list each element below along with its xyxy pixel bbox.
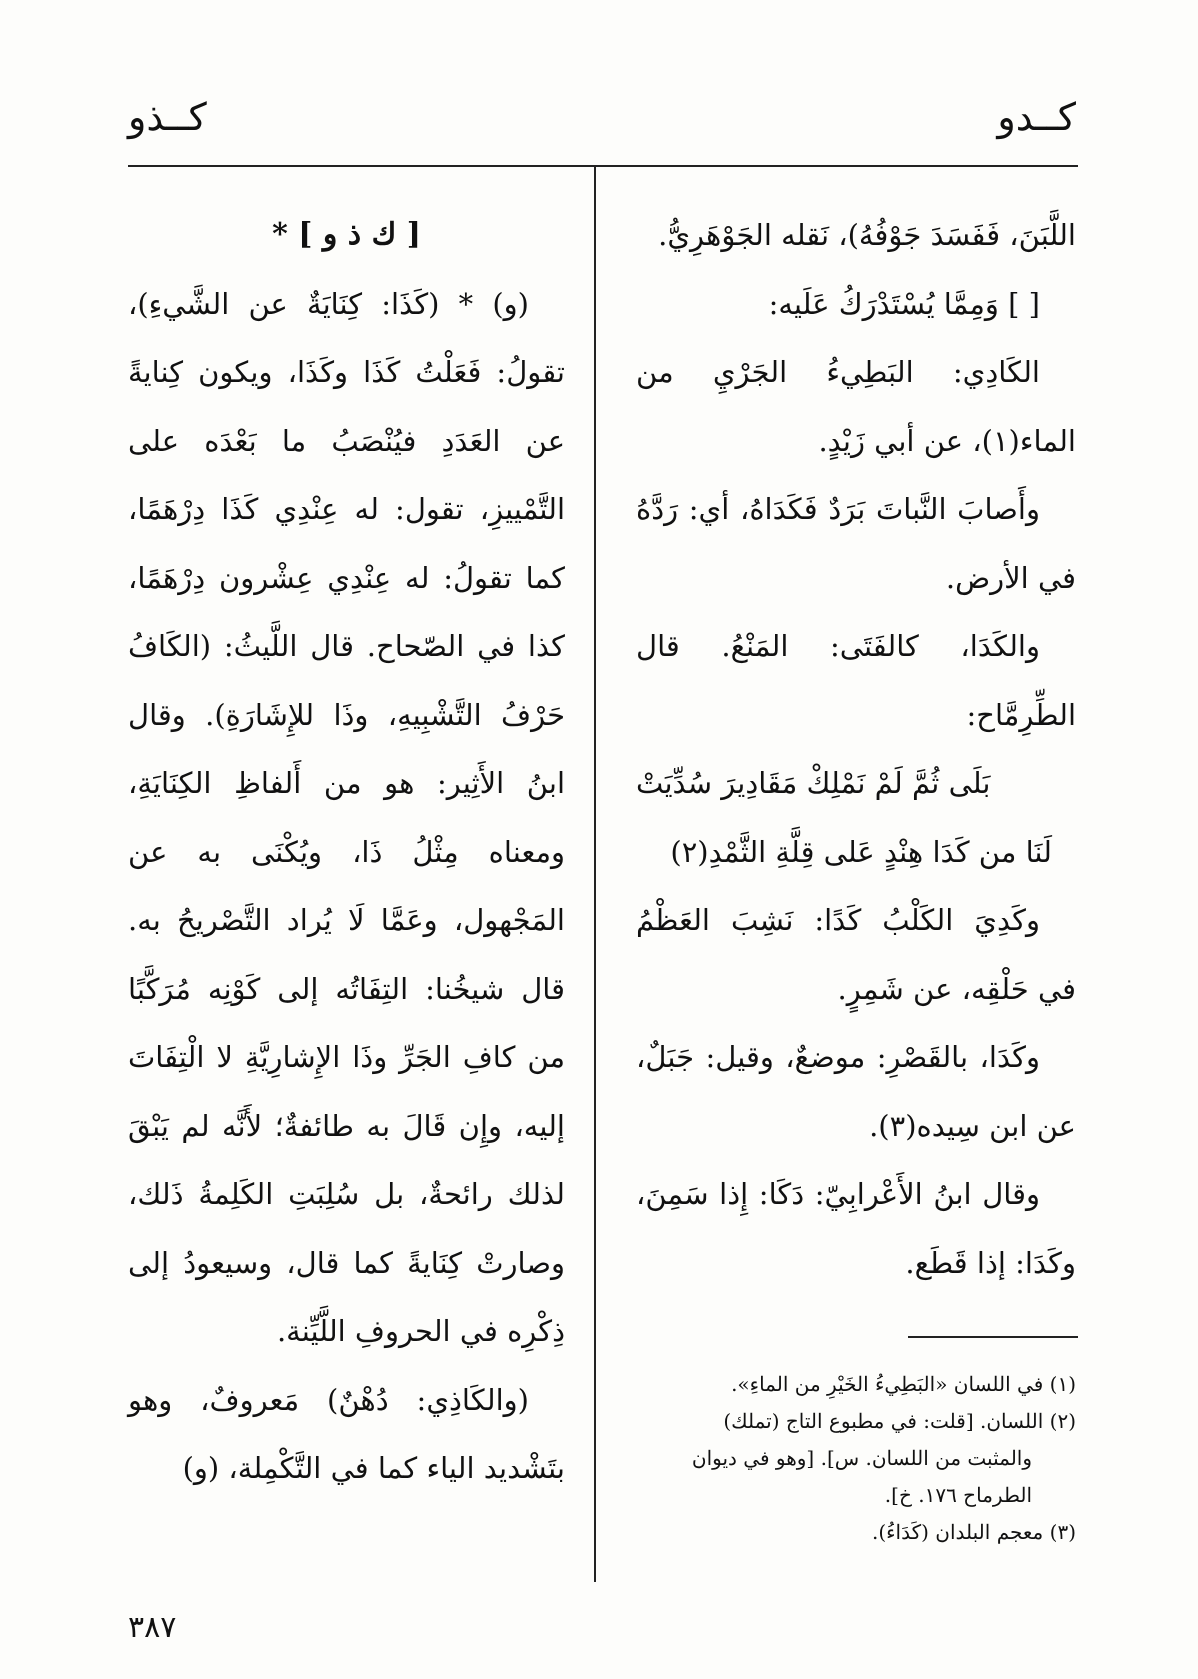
footnote: (١) في اللسان «البَطِيءُ الخَيْرِ من الماءِ».: [731, 1372, 1076, 1396]
footnote-continuation: الطرماح ١٧٦. خ].: [884, 1483, 1032, 1507]
footnote-continuation: والمثبت من اللسان. س]. [وهو في ديوان: [691, 1446, 1032, 1470]
paragraph: (و) * (كَذَا: كِنَايَةٌ عن الشَّيءِ)، تقولُ: فَعَلْتُ كَذَا وكَذَا، ويكون كِنايةً عن العَدَدِ فيُنْصَبُ ما بَعْدَه على التَّمْييزِ، تقول: له عِنْدِي كَذَا دِرْهَمًا، كما تقولُ: له عِنْدِي عِشْرون دِرْهَمًا، كذا في الصّحاح. قال اللَّيثُ: (الكَافُ حَرْفُ التَّشْبِيهِ، وذَا للإِشَارَةِ). وقال ابنُ الأَثِير: هو من أَلفاظِ الكِنَايَةِ، ومعناه مِثْلُ ذَا، ويُكْنَى به عن المَجْهول، وعَمَّا لَا يُراد التَّصْريحُ به. قال شيخُنا: التِفَاتُه إلى كَوْنِه مُرَكَّبًا من كافِ الجَرِّ وذَا الإِشارِيَّةِ لا الْتِفَاتَ إليه، وإِن قَالَ به طائفةٌ؛ لأَنَّه لم يَبْقَ لذلك رائحةٌ، بل سُلِبَتِ الكَلِمةُ ذَلك، وصارتْ كِنَايةً كما قال، وسيعودُ إلى ذِكْرِه في الحروفِ اللَّيِّنة.: [128, 286, 565, 1348]
column-divider: [594, 166, 596, 1582]
paragraph: والكَدَا، كالفَتَى: المَنْعُ. قال الطِّرِمَّاح:: [636, 629, 1076, 732]
paragraph: وكَدِيَ الكَلْبُ كَدًا: نَشِبَ العَظْمُ في حَلْقِه، عن شَمِرٍ.: [636, 903, 1076, 1006]
page-number: ٣٨٧: [128, 1610, 177, 1645]
footnotes: [616, 1366, 1076, 1551]
left-column: [128, 201, 565, 1503]
paragraph: (والكَاذِي: دُهْنٌ) مَعروفٌ، وهو بتَشْديد الياء كما في التَّكْمِلة، (و): [128, 1382, 565, 1485]
footnote: (٢) اللسان. [قلت: في مطبوع التاج (تملك): [723, 1409, 1076, 1433]
verse-line: لَنَا من كَدَا هِنْدٍ عَلى قِلَّةِ الثَّمْدِ(٢): [670, 834, 1052, 869]
footnote: (٣) معجم البلدان (كَدَاءُ).: [871, 1520, 1076, 1544]
paragraph: اللَّبَنَ، فَفَسَدَ جَوْفُهُ)، نَقله الجَوْهَرِيُّ.: [658, 218, 1076, 252]
entry-heading: [ ك ذ و ] *: [272, 217, 421, 252]
verse-line: بَلَى ثُمَّ لَمْ نَمْلِكْ مَقَادِيرَ سُدِّيَتْ: [636, 766, 991, 800]
paragraph: الكَادِي: البَطِيءُ الجَرْيِ من الماء(١)، عن أبي زَيْدٍ.: [636, 355, 1076, 458]
header-rule: [128, 165, 1078, 167]
footnote-rule: [908, 1336, 1078, 1338]
right-column: [636, 201, 1076, 1297]
running-header-right: كــدو: [997, 95, 1076, 139]
running-header-left: كــذو: [128, 95, 207, 139]
paragraph: وقال ابنُ الأَعْرابِيّ: دَكَا: إِذا سَمِنَ، وكَدَا: إذا قَطَع.: [636, 1177, 1076, 1280]
paragraph: وأَصابَ النَّباتَ بَرَدٌ فَكَدَاهُ، أي: رَدَّهُ في الأرض.: [636, 492, 1076, 595]
paragraph: وكَدَا، بالقَصْرِ: موضعٌ، وقيل: جَبَلٌ، عن ابن سِيده(٣).: [636, 1040, 1076, 1143]
paragraph: [ ] وَمِمَّا يُسْتَدْرَكُ عَلَيه:: [768, 286, 1040, 321]
